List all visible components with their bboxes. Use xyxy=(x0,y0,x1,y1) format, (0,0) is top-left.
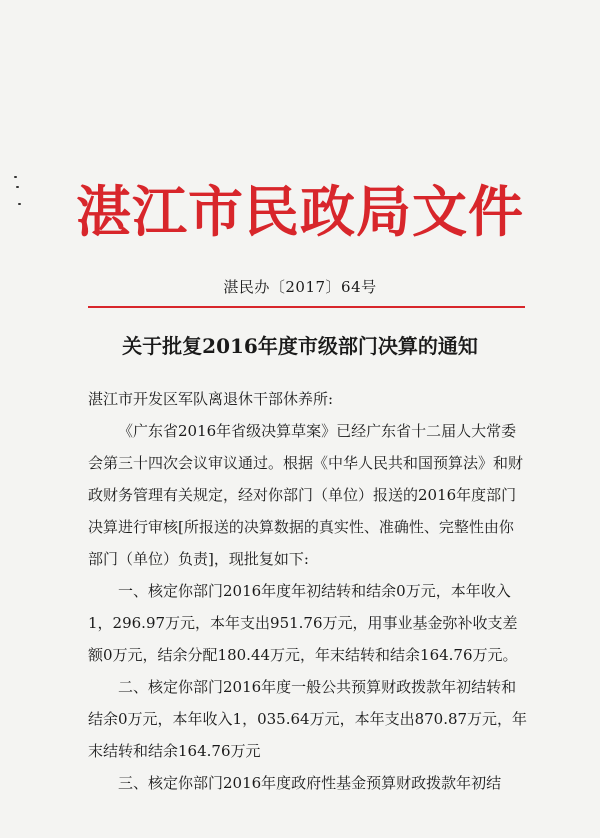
notice-title: 关于批复2016年度市级部门决算的通知 xyxy=(122,334,478,358)
body-paragraph: 一、核定你部门2016年度年初结转和结余0万元，本年收入1，296.97万元，本年支出951.76万元，用事业基金弥补收支差额0万元，结余分配180.44万元，年末结转和结余164.76万元。 xyxy=(88,582,518,664)
document-number: 湛民办〔2017〕64号 xyxy=(223,278,377,296)
notice-body xyxy=(88,383,528,799)
body-paragraph: 《广东省2016年省级决算草案》已经广东省十二届人大常委会第三十四次会议审议通过。根据《中华人民共和国预算法》和财政财务管理有关规定，经对你部门（单位）报送的2016年度部门决算进行审核[所报送的决算数据的真实性、准确性、完整性由你部门（单位）负责]，现批复如下: xyxy=(88,422,524,568)
body-paragraph: 三、核定你部门2016年度政府性基金预算财政拨款年初结 xyxy=(118,774,502,792)
red-divider-line xyxy=(88,306,525,308)
body-paragraph: 二、核定你部门2016年度一般公共预算财政拨款年初结转和结余0万元，本年收入1，035.64万元，本年支出870.87万元，年末结转和结余164.76万元 xyxy=(88,678,528,760)
addressee: 湛江市开发区军队离退休干部休养所: xyxy=(88,390,334,408)
issuer-header-title: 湛江市民政局文件 xyxy=(75,180,524,244)
